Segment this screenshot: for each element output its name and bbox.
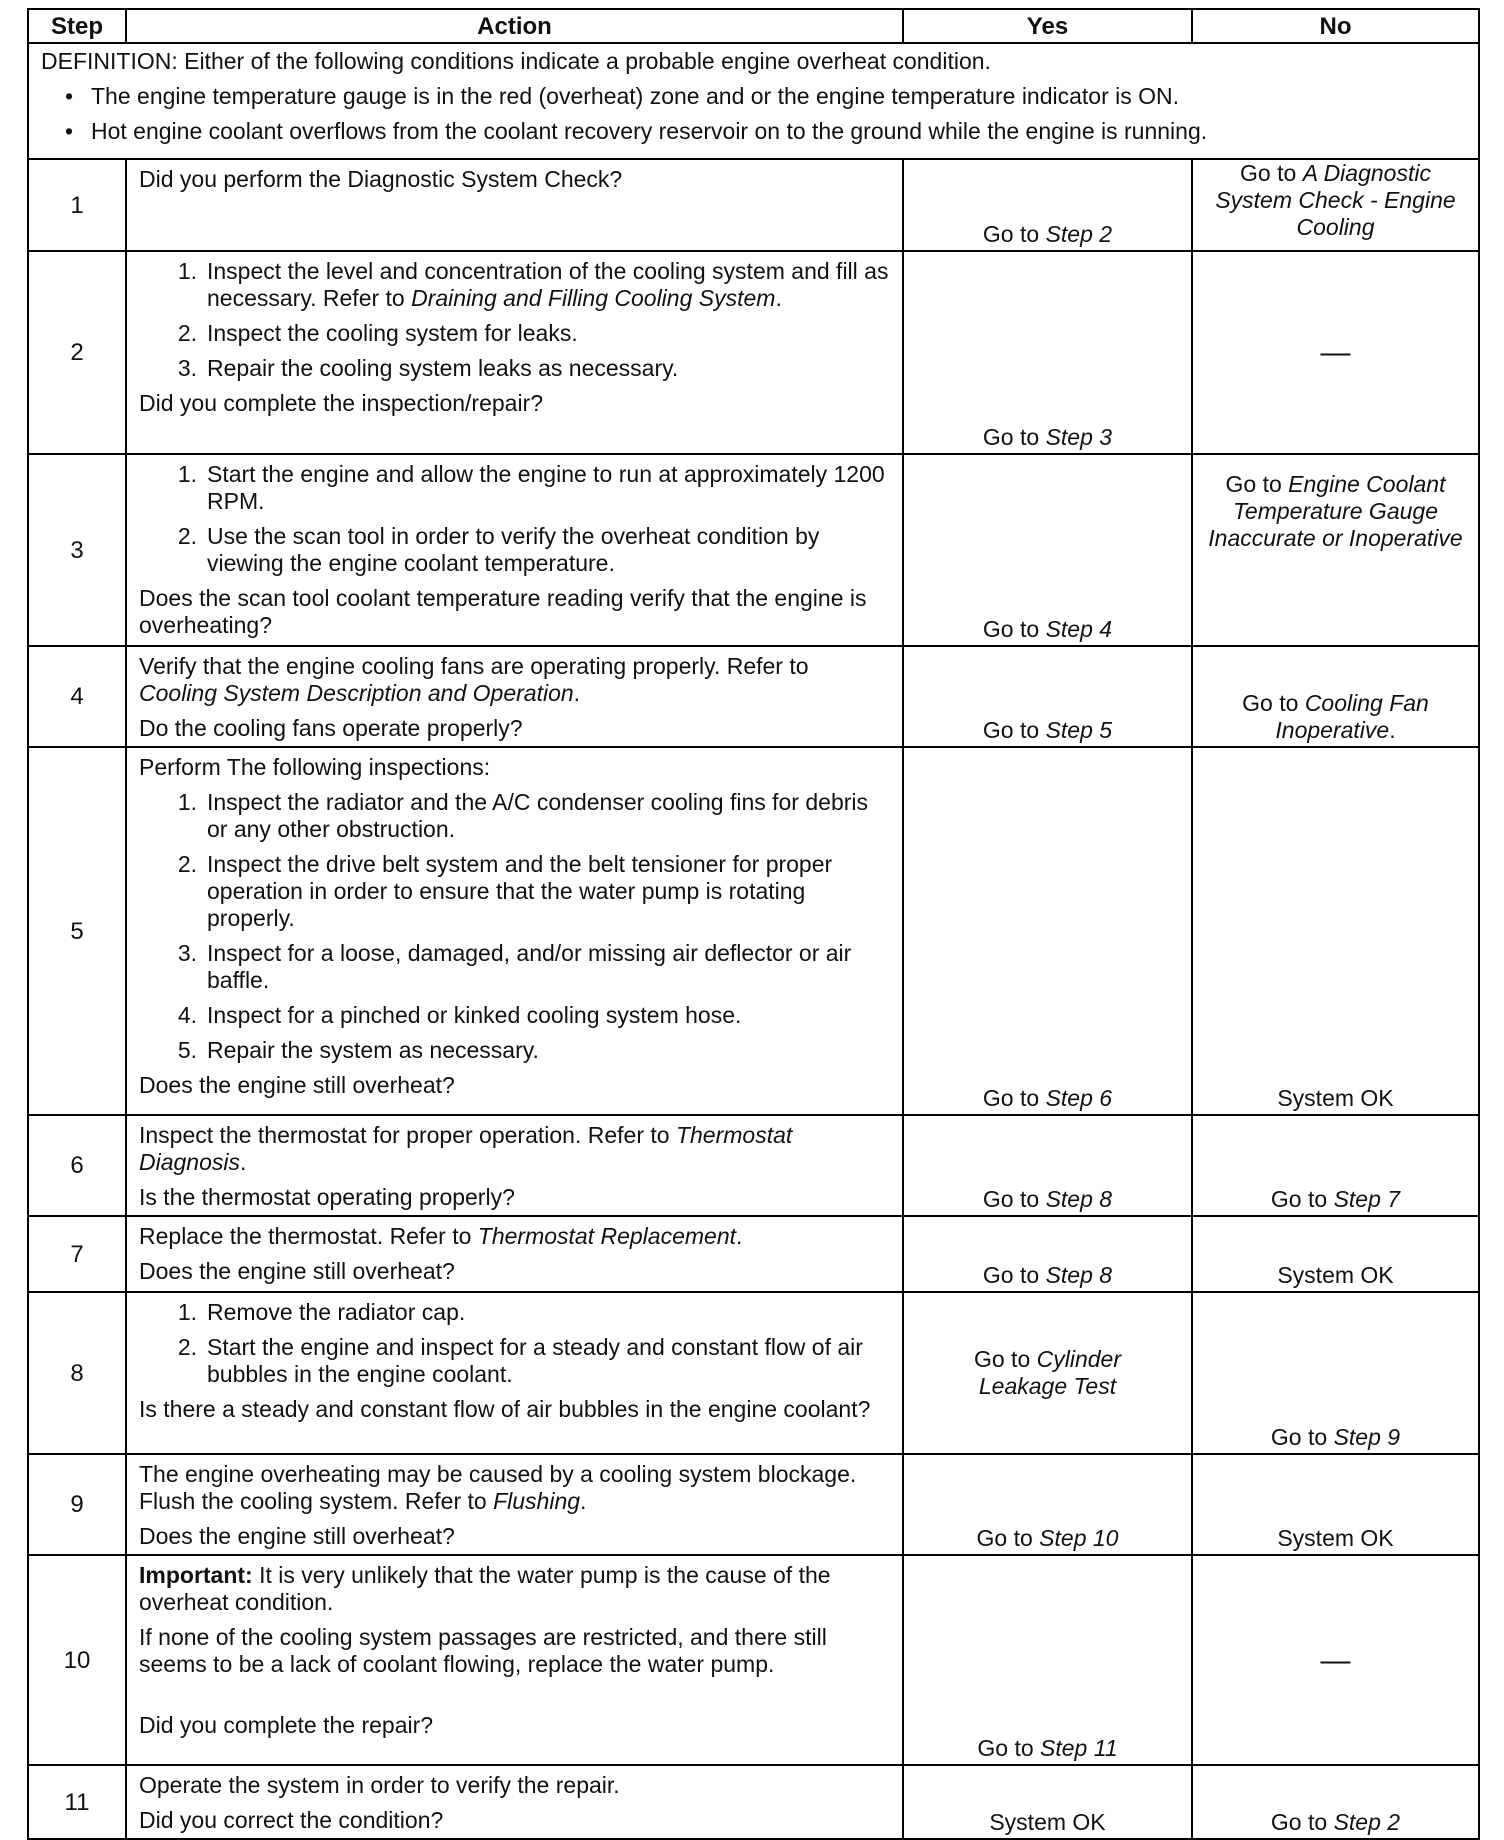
action-cell: 1. Remove the radiator cap. 2. Start the engine and inspect for a steady and constant flow of air bubbles in the engine coolant. Is there a steady and constant flow of air bubbles in the engine coolant? (126, 1292, 903, 1454)
yes-cell: Go to Step 4 (903, 454, 1192, 646)
action-cell: Important: It is very unlikely that the water pump is the cause of the overheat condition. If none of the cooling system passages are restricted, and there still seems to be a lack of coolant flowing, replace the water pump. Did you complete the repair? (126, 1555, 903, 1765)
yes-cell: Go to Step 5 (903, 646, 1192, 747)
yes-cell: Go to Step 8 (903, 1216, 1192, 1292)
no-cell: — (1192, 1555, 1479, 1765)
table-row (28, 1115, 1479, 1216)
action-cell: Did you perform the Diagnostic System Check? (126, 159, 903, 251)
header-action: Action (126, 9, 903, 43)
action-cell: The engine overheating may be caused by a cooling system blockage. Flush the cooling system. Refer to Flushing. Does the engine still overheat? (126, 1454, 903, 1555)
list-item: 1. Inspect the level and concentration of the cooling system and fill as necessary. Refer to Draining and Filling Cooling System. (177, 258, 889, 311)
table-row (28, 1292, 1479, 1454)
list-item: 1. Remove the radiator cap. (177, 1299, 466, 1325)
diagnostic-table (27, 8, 1480, 1840)
list-item: 2. Start the engine and inspect for a steady and constant flow of air bubbles in the engine coolant. (177, 1334, 863, 1387)
definition-row (28, 43, 1479, 159)
yes-cell: Go to Cylinder Leakage Test (903, 1292, 1192, 1454)
step-number: 8 (28, 1292, 126, 1454)
list-item: 1. Start the engine and allow the engine to run at approximately 1200 RPM. (177, 461, 885, 514)
no-cell: System OK (1192, 1216, 1479, 1292)
table-row (28, 1454, 1479, 1555)
action-cell: 1. Start the engine and allow the engine to run at approximately 1200 RPM. 2. Use the scan tool in order to verify the overheat condition by viewing the engine coolant temperature. Does the scan tool coolant temperature reading verify that the engine is overheating? (126, 454, 903, 646)
no-cell: Go to Step 7 (1192, 1115, 1479, 1216)
header-no: No (1192, 9, 1479, 43)
yes-cell: Go to Step 3 (903, 251, 1192, 454)
header-yes: Yes (903, 9, 1192, 43)
no-cell: Go to Engine Coolant Temperature Gauge Inaccurate or Inoperative (1192, 454, 1479, 646)
yes-cell: Go to Step 2 (903, 159, 1192, 251)
important-label: Important: (139, 1562, 253, 1588)
table-row (28, 1765, 1479, 1839)
table-row (28, 747, 1479, 1115)
no-cell: System OK (1192, 1454, 1479, 1555)
no-cell: System OK (1192, 747, 1479, 1115)
no-cell: Go to Step 2 (1192, 1765, 1479, 1839)
step-number: 5 (28, 747, 126, 1115)
definition-text: DEFINITION: Either of the following conditions indicate a probable engine overheat condition. (41, 48, 991, 74)
table-row (28, 646, 1479, 747)
yes-cell: Go to Step 6 (903, 747, 1192, 1115)
header-row (28, 9, 1479, 43)
step-number: 11 (28, 1765, 126, 1839)
step-number: 9 (28, 1454, 126, 1555)
step-number: 2 (28, 251, 126, 454)
table-row (28, 454, 1479, 646)
step-number: 10 (28, 1555, 126, 1765)
step-number: 3 (28, 454, 126, 646)
action-cell: 1. Inspect the level and concentration of the cooling system and fill as necessary. Refer to Draining and Filling Cooling System. 2. Inspect the cooling system for leaks. 3. Repair the cooling system leaks as necessary. Did you complete the inspection/repair? (126, 251, 903, 454)
yes-cell: Go to Step 11 (903, 1555, 1192, 1765)
no-cell: Go to Cooling Fan Inoperative. (1192, 646, 1479, 747)
yes-cell: System OK (903, 1765, 1192, 1839)
action-cell: Operate the system in order to verify the repair. Did you correct the condition? (126, 1765, 903, 1839)
list-item: 1. Inspect the radiator and the A/C condenser cooling fins for debris or any other obstruction. (177, 789, 869, 842)
no-cell: Go to A Diagnostic System Check - Engine Cooling (1192, 159, 1479, 251)
table-row (28, 1216, 1479, 1292)
definition-bullet: • The engine temperature gauge is in the red (overheat) zone and or the engine temperature indicator is ON. (65, 83, 1180, 109)
list-item: 2. Inspect the cooling system for leaks. (177, 320, 578, 346)
list-item: 3. Repair the cooling system leaks as necessary. (177, 355, 679, 381)
table-row (28, 159, 1479, 251)
table-row (28, 1555, 1479, 1765)
list-item: 5. Repair the system as necessary. (177, 1037, 539, 1063)
action-cell: Inspect the thermostat for proper operation. Refer to Thermostat Diagnosis. Is the thermostat operating properly? (126, 1115, 903, 1216)
step-number: 4 (28, 646, 126, 747)
no-cell: — (1192, 251, 1479, 454)
action-cell: Replace the thermostat. Refer to Thermostat Replacement. Does the engine still overheat? (126, 1216, 903, 1292)
yes-cell: Go to Step 10 (903, 1454, 1192, 1555)
header-step: Step (28, 9, 126, 43)
no-cell: Go to Step 9 (1192, 1292, 1479, 1454)
list-item: 3. Inspect for a loose, damaged, and/or missing air deflector or air baffle. (177, 940, 852, 993)
list-item: 2. Use the scan tool in order to verify the overheat condition by viewing the engine coolant temperature. (177, 523, 820, 576)
action-cell: Perform The following inspections: 1. Inspect the radiator and the A/C condenser cooling fins for debris or any other obstruction. 2. Inspect the drive belt system and the belt tensioner for proper operation in order to ensure that the water pump is rotating properly. 3. Inspect for a loose, damaged, and/or missing air deflector or air baffle. 4. Inspect for a pinched or kinked cooling system hose. 5. Repair the system as necessary. Does the engine still overheat? (126, 747, 903, 1115)
action-cell: Verify that the engine cooling fans are operating properly. Refer to Cooling System Description and Operation. Do the cooling fans operate properly? (126, 646, 903, 747)
table-row (28, 251, 1479, 454)
definition-bullet: • Hot engine coolant overflows from the coolant recovery reservoir on to the ground while the engine is running. (65, 118, 1208, 144)
list-item: 4. Inspect for a pinched or kinked cooling system hose. (177, 1002, 742, 1028)
step-number: 7 (28, 1216, 126, 1292)
step-number: 6 (28, 1115, 126, 1216)
yes-cell: Go to Step 8 (903, 1115, 1192, 1216)
step-number: 1 (28, 159, 126, 251)
list-item: 2. Inspect the drive belt system and the belt tensioner for proper operation in order to ensure that the water pump is rotating properly. (177, 851, 833, 931)
